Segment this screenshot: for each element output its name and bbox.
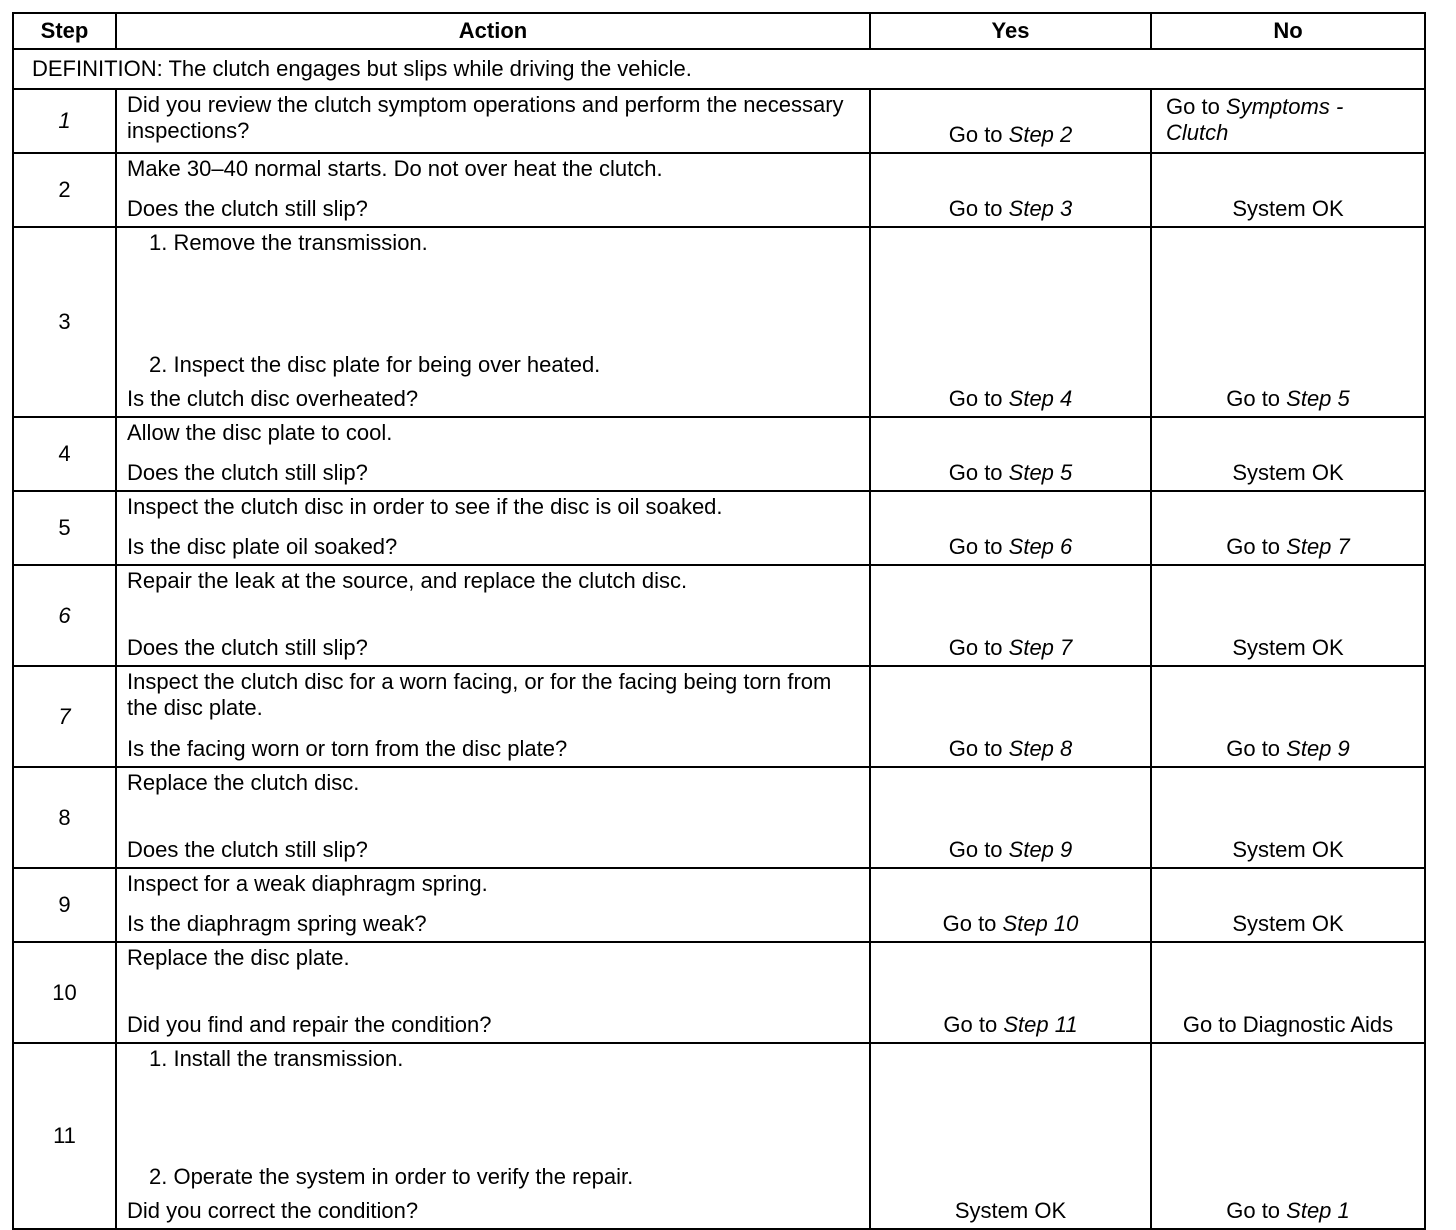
yes-cell	[870, 565, 1151, 666]
header-row	[13, 13, 1425, 49]
action-text: Inspect the clutch disc for a worn facing, or for the facing being torn from the disc plate.	[127, 669, 832, 720]
no-step-link: Symptoms - Clutch	[1166, 94, 1344, 145]
action-question: Is the facing worn or torn from the disc plate?	[127, 736, 568, 761]
step-number: 8	[13, 767, 116, 868]
action-question: Does the clutch still slip?	[127, 460, 368, 485]
no-prefix: Go to	[1226, 386, 1287, 411]
header-no: No	[1151, 13, 1425, 49]
yes-prefix: Go to	[948, 736, 1009, 761]
action-step-item: 1. Remove the transmission.	[149, 230, 428, 255]
definition-text: DEFINITION: The clutch engages but slips while driving the vehicle.	[13, 49, 1425, 89]
table-row	[13, 1043, 1425, 1229]
no-cell: System OK	[1151, 417, 1425, 491]
header-yes: Yes	[870, 13, 1151, 49]
yes-step-link: Step 2	[1008, 122, 1073, 147]
yes-cell	[870, 491, 1151, 565]
yes-step-link: Step 3	[1008, 196, 1073, 221]
step-number: 3	[13, 227, 116, 417]
table-row	[13, 666, 1425, 767]
yes-cell	[870, 417, 1151, 491]
definition-row	[13, 49, 1425, 89]
action-cell	[116, 227, 870, 417]
no-cell	[1151, 227, 1425, 417]
table-row	[13, 767, 1425, 868]
action-text: Replace the clutch disc.	[127, 770, 360, 795]
action-question: Did you find and repair the condition?	[127, 1012, 492, 1037]
yes-cell	[870, 227, 1151, 417]
action-cell	[116, 89, 870, 153]
no-prefix: Go to	[1226, 736, 1287, 761]
no-cell	[1151, 666, 1425, 767]
yes-prefix: Go to	[948, 122, 1009, 147]
yes-cell	[870, 868, 1151, 942]
step-number: 4	[13, 417, 116, 491]
no-step-link: Step 1	[1286, 1198, 1350, 1223]
step-number: 5	[13, 491, 116, 565]
action-question: Does the clutch still slip?	[127, 196, 368, 221]
no-cell: System OK	[1151, 565, 1425, 666]
yes-prefix: Go to	[948, 460, 1009, 485]
no-step-link: Step 5	[1286, 386, 1350, 411]
no-step-link: Step 9	[1286, 736, 1350, 761]
yes-step-link: Step 4	[1008, 386, 1073, 411]
no-step-link: Step 7	[1286, 534, 1350, 559]
table-row	[13, 942, 1425, 1043]
no-prefix: Go to	[1226, 534, 1287, 559]
action-step-item: 1. Install the transmission.	[149, 1046, 404, 1071]
table-row	[13, 868, 1425, 942]
yes-prefix: Go to	[948, 837, 1009, 862]
action-question: Is the diaphragm spring weak?	[127, 911, 427, 936]
no-cell	[1151, 89, 1425, 153]
action-question: Is the disc plate oil soaked?	[127, 534, 398, 559]
no-cell	[1151, 1043, 1425, 1229]
yes-cell	[870, 89, 1151, 153]
table-row	[13, 227, 1425, 417]
yes-prefix: Go to	[948, 386, 1009, 411]
action-step-item: 2. Inspect the disc plate for being over heated.	[149, 352, 601, 377]
no-cell: System OK	[1151, 767, 1425, 868]
action-text: Did you review the clutch symptom operations and perform the necessary inspections?	[127, 92, 844, 143]
action-question: Does the clutch still slip?	[127, 635, 368, 660]
action-question: Does the clutch still slip?	[127, 837, 368, 862]
action-cell	[116, 417, 870, 491]
action-text: Inspect the clutch disc in order to see if the disc is oil soaked.	[127, 494, 723, 519]
table-row	[13, 417, 1425, 491]
no-prefix: Go to	[1226, 1198, 1287, 1223]
no-prefix: Go to	[1166, 94, 1226, 119]
step-number: 6	[13, 565, 116, 666]
yes-step-link: Step 11	[1003, 1012, 1078, 1037]
step-number: 1	[13, 89, 116, 153]
action-cell	[116, 767, 870, 868]
yes-prefix: Go to	[948, 534, 1009, 559]
yes-step-link: Step 6	[1008, 534, 1073, 559]
yes-prefix: Go to	[943, 1012, 1004, 1037]
action-question: Did you correct the condition?	[127, 1198, 419, 1223]
step-number: 10	[13, 942, 116, 1043]
no-cell: Go to Diagnostic Aids	[1151, 942, 1425, 1043]
yes-cell: System OK	[870, 1043, 1151, 1229]
table-row	[13, 565, 1425, 666]
action-text: Replace the disc plate.	[127, 945, 350, 970]
yes-step-link: Step 8	[1008, 736, 1073, 761]
yes-cell	[870, 153, 1151, 227]
yes-prefix: Go to	[948, 196, 1009, 221]
yes-step-link: Step 10	[1002, 911, 1079, 936]
action-cell	[116, 491, 870, 565]
no-cell: System OK	[1151, 868, 1425, 942]
step-number: 9	[13, 868, 116, 942]
action-text: Allow the disc plate to cool.	[127, 420, 393, 445]
yes-cell	[870, 767, 1151, 868]
yes-prefix: Go to	[948, 635, 1009, 660]
action-question: Is the clutch disc overheated?	[127, 386, 419, 411]
no-cell: System OK	[1151, 153, 1425, 227]
action-cell	[116, 868, 870, 942]
table-row	[13, 153, 1425, 227]
yes-cell	[870, 942, 1151, 1043]
diagnostic-table	[12, 12, 1426, 1230]
action-text: Repair the leak at the source, and replace the clutch disc.	[127, 568, 688, 593]
step-number: 7	[13, 666, 116, 767]
header-step: Step	[13, 13, 116, 49]
step-number: 2	[13, 153, 116, 227]
action-cell	[116, 1043, 870, 1229]
action-text: Inspect for a weak diaphragm spring.	[127, 871, 488, 896]
action-cell	[116, 565, 870, 666]
yes-step-link: Step 9	[1008, 837, 1073, 862]
yes-step-link: Step 7	[1008, 635, 1073, 660]
step-number: 11	[13, 1043, 116, 1229]
action-step-item: 2. Operate the system in order to verify the repair.	[149, 1164, 634, 1189]
no-cell	[1151, 491, 1425, 565]
table-row	[13, 491, 1425, 565]
action-text: Make 30–40 normal starts. Do not over heat the clutch.	[127, 156, 663, 181]
yes-prefix: Go to	[942, 911, 1003, 936]
header-action: Action	[116, 13, 870, 49]
yes-cell	[870, 666, 1151, 767]
action-cell	[116, 942, 870, 1043]
action-cell	[116, 153, 870, 227]
yes-step-link: Step 5	[1008, 460, 1073, 485]
action-cell	[116, 666, 870, 767]
table-row	[13, 89, 1425, 153]
